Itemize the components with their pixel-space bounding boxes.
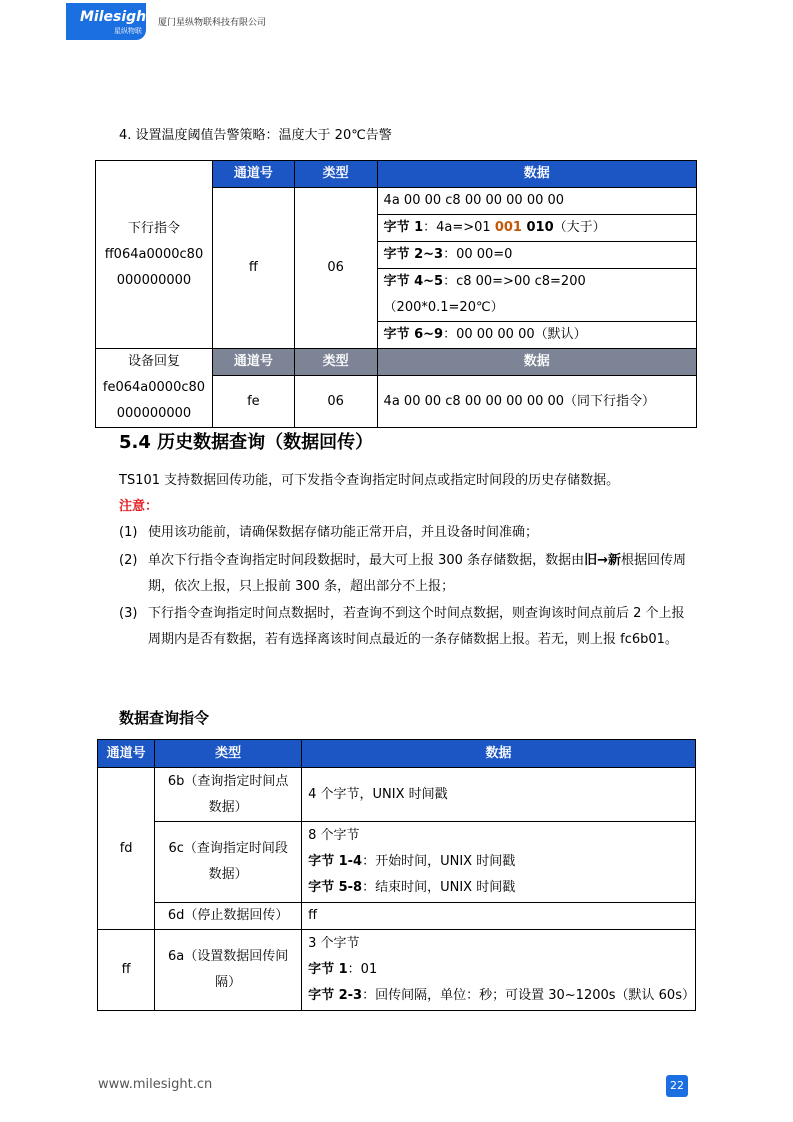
reply-hex-2: 000000000 — [116, 406, 192, 421]
reply-channel: fe — [212, 376, 294, 428]
downlink-channel: ff — [212, 188, 294, 349]
reply-label: 设备回复 — [127, 354, 180, 369]
fd-6d-type: 6d（停止数据回传） — [155, 903, 302, 930]
downlink-hex-1: ff064a0000c80 — [104, 246, 204, 262]
list-item: (3) 下行指令查询指定时间点数据时，若查询不到这个时间点数据，则查询该时间点前后 2 个上报周期内是否有数据，若有选择离该时间点最近的一条存储数据上报。若无，则上报 fc6b01。 — [119, 606, 685, 647]
downlink-byte45: 字节 4~5：c8 00=>00 c8=200（200*0.1=20℃） — [377, 269, 696, 322]
threshold-table — [95, 160, 697, 428]
downlink-type: 06 — [294, 188, 377, 349]
header-channel: 通道号 — [212, 161, 294, 188]
ff-channel: ff — [98, 930, 155, 1011]
reply-header-channel: 通道号 — [212, 349, 294, 376]
downlink-byte23: 字节 2~3：00 00=0 — [377, 242, 696, 269]
downlink-hex-2: 000000000 — [116, 272, 192, 288]
fd-6c-data: 8 个字节 字节 1-4：开始时间，UNIX 时间戳 字节 5-8：结束时间，UNIX 时间戳 — [302, 822, 696, 903]
downlink-byte1: 字节 1：4a=>01 001 010（大于） — [377, 215, 696, 242]
query-header-data: 数据 — [302, 740, 696, 768]
page-number: 22 — [666, 1075, 688, 1097]
logo-subtext: 星纵物联 — [114, 27, 142, 35]
list-item: (2) 单次下行指令查询指定时间段数据时，最大可上报 300 条存储数据，数据由旧→新根据回传周期，依次上报，只上报前 300 条，超出部分不上报； — [119, 553, 686, 594]
fd-6b-data: 4 个字节，UNIX 时间戳 — [302, 768, 696, 822]
downlink-label: 下行指令 — [127, 220, 180, 236]
downlink-data-line1: 4a 00 00 c8 00 00 00 00 00 — [377, 188, 696, 215]
reply-header-type: 类型 — [294, 349, 377, 376]
query-header-type: 类型 — [155, 740, 302, 768]
header-data: 数据 — [377, 161, 696, 188]
company-name: 厦门星纵物联科技有限公司 — [158, 18, 267, 28]
reply-hex-1: fe064a0000c80 — [102, 380, 206, 395]
reply-type: 06 — [294, 376, 377, 428]
downlink-byte69: 字节 6~9：00 00 00 00（默认） — [377, 322, 696, 349]
company-logo — [66, 3, 153, 40]
ff-6a-type: 6a（设置数据回传间 隔） — [155, 930, 302, 1011]
note-label: 注意： — [119, 499, 159, 514]
query-table — [97, 739, 696, 1011]
header-type: 类型 — [294, 161, 377, 188]
fd-6c-type: 6c（查询指定时间段 数据） — [155, 822, 302, 903]
section-intro: TS101 支持数据回传功能，可下发指令查询指定时间点或指定时间段的历史存储数据。 — [119, 473, 620, 488]
query-title: 数据查询指令 — [119, 709, 210, 727]
downlink-cell — [96, 161, 213, 349]
fd-6d-data: ff — [302, 903, 696, 930]
list-item: (1) 使用该功能前，请确保数据存储功能正常开启，并且设备时间准确； — [119, 525, 539, 540]
reply-data: 4a 00 00 c8 00 00 00 00 00（同下行指令） — [377, 376, 696, 428]
reply-header-data: 数据 — [377, 349, 696, 376]
ff-6a-data: 3 个字节 字节 1：01 字节 2-3：回传间隔，单位：秒；可设置 30~1200s（默认 60s） — [302, 930, 696, 1011]
reply-cell — [96, 349, 213, 428]
fd-6b-type: 6b（查询指定时间点 数据） — [155, 768, 302, 822]
section-title: 5.4 历史数据查询（数据回传） — [119, 432, 374, 453]
logo-text: Milesight — [80, 9, 153, 25]
fd-channel: fd — [98, 768, 155, 930]
footer-url[interactable]: www.milesight.cn — [98, 1077, 213, 1092]
query-header-channel: 通道号 — [98, 740, 155, 768]
section4-heading: 4. 设置温度阈值告警策略：温度大于 20℃告警 — [119, 128, 392, 143]
